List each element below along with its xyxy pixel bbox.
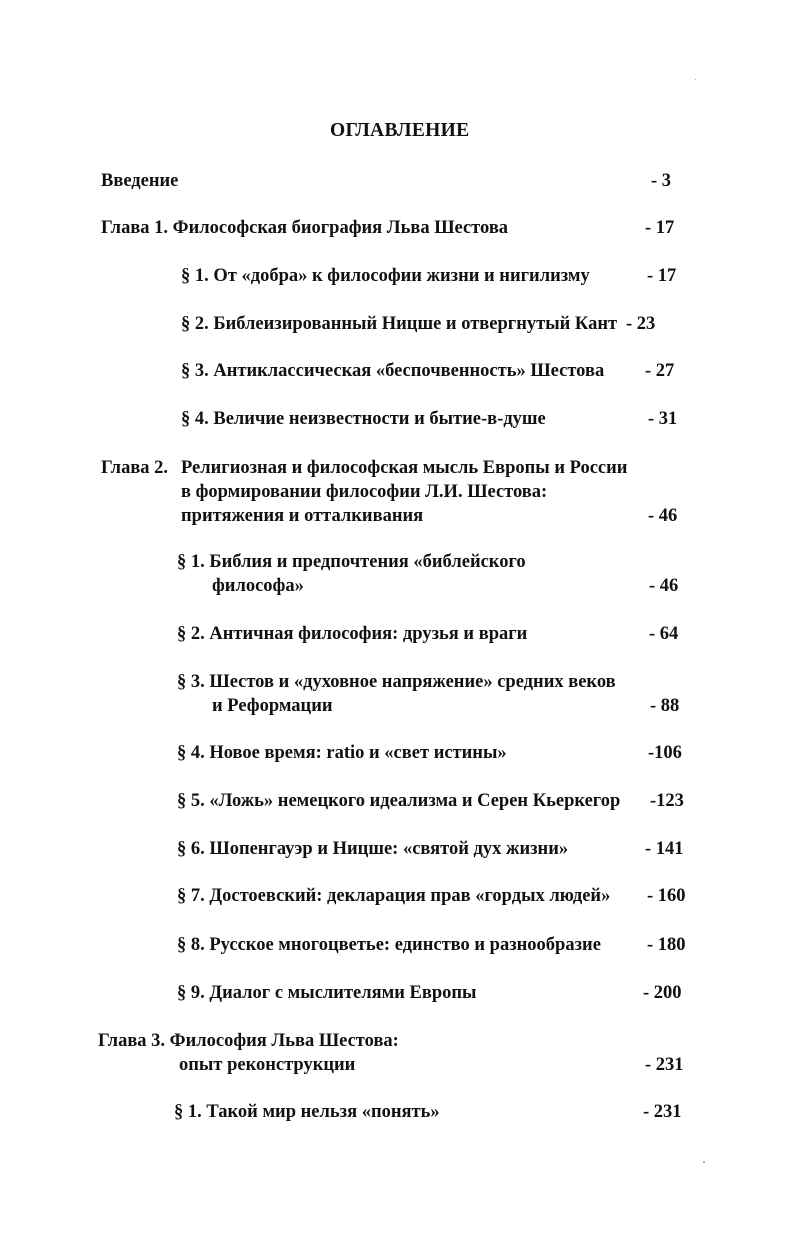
toc-page-ch2-sec2: - 64 bbox=[649, 624, 679, 644]
toc-page-ch1-sec4: - 31 bbox=[648, 409, 678, 429]
toc-page-chapter-3: - 231 bbox=[645, 1055, 684, 1075]
toc-entry-ch2-sec5: § 5. «Ложь» немецкого идеализма и Серен Кьеркегор bbox=[177, 791, 621, 811]
scan-speck bbox=[695, 79, 696, 80]
toc-entry-ch2-sec3-line1: § 3. Шестов и «духовное напряжение» средних веков bbox=[177, 672, 616, 692]
scan-speck bbox=[703, 1161, 705, 1163]
toc-entry-ch2-sec3-line2: и Реформации bbox=[212, 696, 333, 716]
toc-entry-chapter-2-line3: притяжения и отталкивания bbox=[181, 506, 424, 526]
toc-page-ch2-sec4: -106 bbox=[648, 743, 682, 763]
toc-entry-chapter-2-line2: в формировании философии Л.И. Шестова: bbox=[181, 482, 548, 502]
toc-entry-ch2-sec9: § 9. Диалог с мыслителями Европы bbox=[177, 983, 477, 1003]
toc-entry-ch3-sec1: § 1. Такой мир нельзя «понять» bbox=[174, 1102, 440, 1122]
toc-entry-chapter-3-line2: опыт реконструкции bbox=[179, 1055, 356, 1075]
toc-page-chapter-1: - 17 bbox=[645, 218, 675, 238]
toc-page-ch2-sec8: - 180 bbox=[647, 935, 686, 955]
toc-entry-ch2-sec6: § 6. Шопенгауэр и Ницше: «святой дух жизни» bbox=[177, 839, 569, 859]
toc-entry-ch1-sec4: § 4. Величие неизвестности и бытие-в-душе bbox=[181, 409, 546, 429]
toc-entry-ch2-sec1-line2: философа» bbox=[212, 576, 304, 596]
toc-entry-ch1-sec1: § 1. От «добра» к философии жизни и нигилизму bbox=[181, 266, 590, 286]
toc-entry-ch1-sec2: § 2. Библеизированный Ницше и отвергнутый Кант bbox=[181, 314, 618, 334]
toc-page-ch2-sec3: - 88 bbox=[650, 696, 680, 716]
toc-page-ch1-sec2: - 23 bbox=[626, 314, 656, 334]
toc-entry-ch2-sec2: § 2. Античная философия: друзья и враги bbox=[177, 624, 528, 644]
toc-page-ch1-sec3: - 27 bbox=[645, 361, 675, 381]
toc-page-intro: - 3 bbox=[651, 171, 672, 191]
toc-page-ch2-sec6: - 141 bbox=[645, 839, 684, 859]
toc-page-ch2-sec7: - 160 bbox=[647, 886, 686, 906]
page-title: ОГЛАВЛЕНИЕ bbox=[330, 120, 470, 141]
toc-entry-ch2-sec1-line1: § 1. Библия и предпочтения «библейского bbox=[177, 552, 526, 572]
toc-entry-ch2-sec4: § 4. Новое время: ratio и «свет истины» bbox=[177, 743, 507, 763]
toc-page-ch2-sec1: - 46 bbox=[649, 576, 679, 596]
toc-page-ch1-sec1: - 17 bbox=[647, 266, 677, 286]
toc-page-chapter-2: - 46 bbox=[648, 506, 678, 526]
toc-entry-chapter-2-prefix: Глава 2. bbox=[101, 458, 169, 478]
toc-entry-ch2-sec8: § 8. Русское многоцветье: единство и разнообразие bbox=[177, 935, 601, 955]
toc-entry-chapter-2-line1: Религиозная и философская мысль Европы и России bbox=[181, 458, 628, 478]
toc-entry-intro: Введение bbox=[101, 171, 179, 191]
toc-page-ch2-sec5: -123 bbox=[650, 791, 684, 811]
toc-page-ch2-sec9: - 200 bbox=[643, 983, 682, 1003]
toc-entry-chapter-1: Глава 1. Философская биография Льва Шестова bbox=[101, 218, 509, 238]
toc-entry-chapter-3-line1: Глава 3. Философия Льва Шестова: bbox=[98, 1031, 399, 1051]
toc-entry-ch1-sec3: § 3. Антиклассическая «беспочвенность» Шестова bbox=[181, 361, 605, 381]
toc-entry-ch2-sec7: § 7. Достоевский: декларация прав «гордых людей» bbox=[177, 886, 611, 906]
toc-page-ch3-sec1: - 231 bbox=[643, 1102, 682, 1122]
